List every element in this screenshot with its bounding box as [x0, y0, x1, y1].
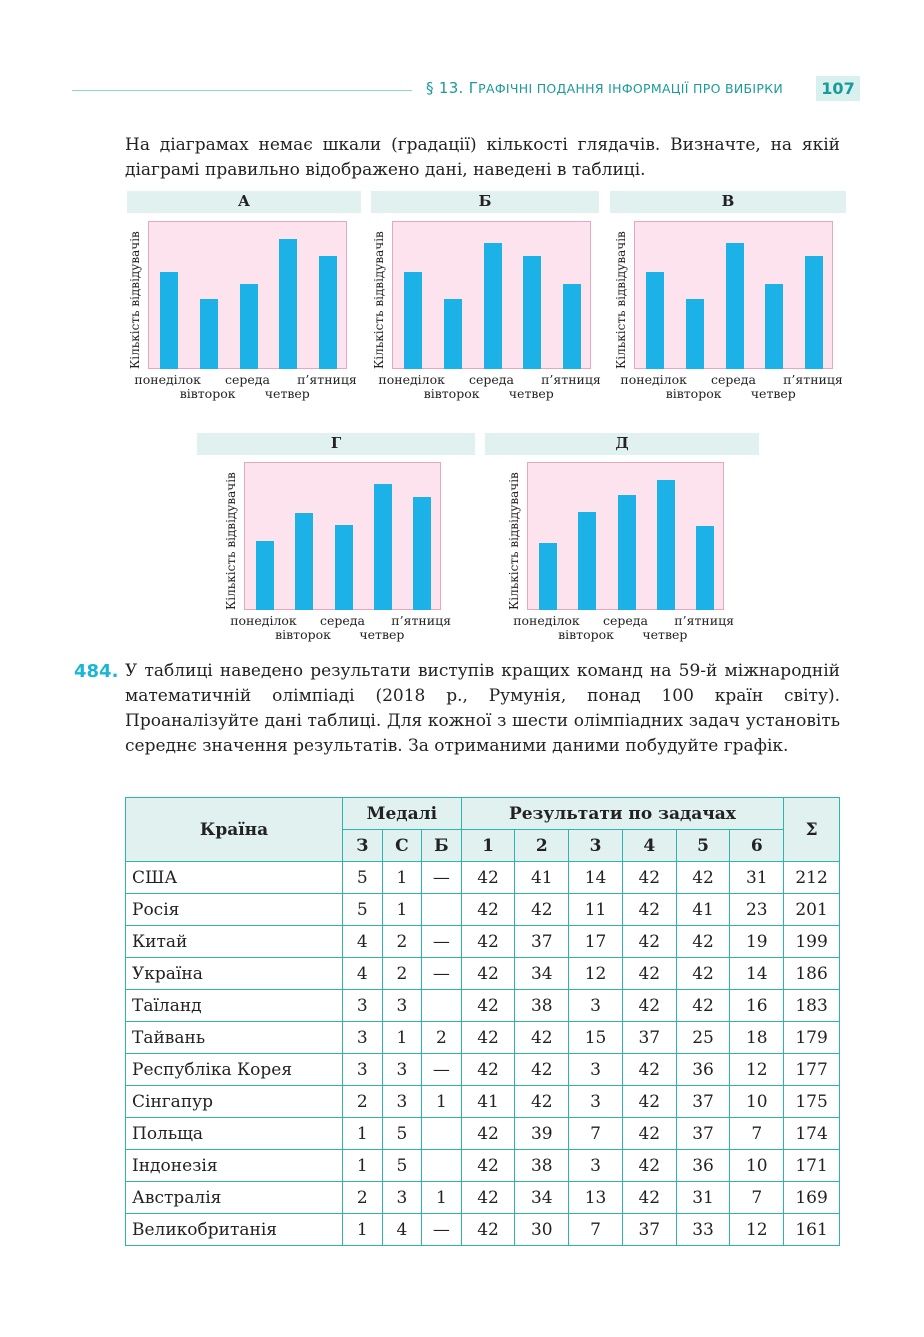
sum-cell: 179 [784, 1022, 840, 1054]
value-cell: 3 [343, 990, 383, 1022]
value-cell: 33 [676, 1214, 730, 1246]
results-table [125, 797, 840, 1246]
value-cell [422, 1118, 462, 1150]
value-cell: 42 [622, 1054, 676, 1086]
y-axis-label: Кількість відвідувачів [128, 231, 142, 369]
value-cell: 12 [569, 958, 623, 990]
sum-cell: 171 [784, 1150, 840, 1182]
x-tick-label: понеділок [134, 372, 201, 387]
section-number: § 13. [426, 79, 464, 97]
value-cell: 3 [382, 990, 422, 1022]
table-row [126, 862, 840, 894]
sum-cell: 201 [784, 894, 840, 926]
medal-col-header: З [343, 830, 383, 862]
bar-понеділок [404, 272, 422, 369]
x-tick-label: четвер [508, 386, 554, 401]
value-cell: 42 [622, 958, 676, 990]
value-cell: 42 [622, 990, 676, 1022]
value-cell: 31 [730, 862, 784, 894]
value-cell: 42 [461, 1022, 515, 1054]
bar-четвер [657, 480, 675, 610]
value-cell: 42 [461, 1214, 515, 1246]
x-tick-label: п’ятниця [297, 372, 357, 387]
value-cell: 5 [382, 1118, 422, 1150]
y-axis-label: Кількість відвідувачів [224, 472, 238, 610]
value-cell: 42 [622, 1150, 676, 1182]
sum-cell: 212 [784, 862, 840, 894]
value-cell: 13 [569, 1182, 623, 1214]
chart-plot-area [244, 462, 441, 610]
bar-п’ятниця [563, 284, 581, 369]
sum-cell: 174 [784, 1118, 840, 1150]
x-tick-label: четвер [264, 386, 310, 401]
value-cell: 36 [676, 1054, 730, 1086]
value-cell: 42 [461, 926, 515, 958]
x-tick-label: середа [711, 372, 756, 387]
x-tick-label: четвер [750, 386, 796, 401]
bar-четвер [765, 284, 783, 369]
value-cell: 10 [730, 1150, 784, 1182]
chart-plot-area [392, 221, 591, 369]
value-cell: 42 [515, 1022, 569, 1054]
value-cell: 3 [382, 1086, 422, 1118]
x-tick-label: четвер [642, 627, 688, 642]
value-cell: 16 [730, 990, 784, 1022]
value-cell: 42 [676, 926, 730, 958]
value-cell: 3 [343, 1054, 383, 1086]
x-tick-label: середа [469, 372, 514, 387]
value-cell: 31 [676, 1182, 730, 1214]
value-cell: 15 [569, 1022, 623, 1054]
value-cell: 42 [676, 862, 730, 894]
x-tick-label: понеділок [230, 613, 297, 628]
country-cell: США [126, 862, 343, 894]
value-cell: 2 [343, 1086, 383, 1118]
header-sum: Σ [784, 798, 840, 862]
x-tick-label: вівторок [665, 386, 722, 401]
value-cell: 42 [622, 1118, 676, 1150]
table-row [126, 1022, 840, 1054]
value-cell: 1 [382, 894, 422, 926]
chart-title: А [127, 191, 361, 213]
value-cell: 42 [461, 1182, 515, 1214]
country-cell: Сінгапур [126, 1086, 343, 1118]
bar-четвер [279, 239, 297, 369]
sum-cell: 175 [784, 1086, 840, 1118]
value-cell: 42 [461, 1150, 515, 1182]
value-cell: 41 [461, 1086, 515, 1118]
value-cell: 5 [343, 862, 383, 894]
value-cell: 5 [382, 1150, 422, 1182]
bar-понеділок [160, 272, 178, 369]
sum-cell: 186 [784, 958, 840, 990]
value-cell: 17 [569, 926, 623, 958]
value-cell: 42 [515, 894, 569, 926]
chart-plot-area [634, 221, 833, 369]
table-row [126, 1150, 840, 1182]
country-cell: Індонезія [126, 1150, 343, 1182]
value-cell: 42 [622, 926, 676, 958]
value-cell: 25 [676, 1022, 730, 1054]
country-cell: Великобританія [126, 1214, 343, 1246]
country-cell: Республіка Корея [126, 1054, 343, 1086]
sum-cell: 169 [784, 1182, 840, 1214]
value-cell: 30 [515, 1214, 569, 1246]
value-cell: 11 [569, 894, 623, 926]
value-cell: 1 [382, 1022, 422, 1054]
chart-title: Г [197, 433, 475, 455]
intro-paragraph: На діаграмах немає шкали (градації) кількості глядачів. Визначте, на якій діаграмі правильно відображено дані, наведені в таблиці. [125, 135, 840, 180]
value-cell: 42 [461, 894, 515, 926]
value-cell: 12 [730, 1214, 784, 1246]
bar-п’ятниця [319, 256, 337, 369]
bar-четвер [523, 256, 541, 369]
header-medals: Медалі [343, 798, 462, 830]
value-cell: 42 [461, 1054, 515, 1086]
value-cell: 1 [343, 1150, 383, 1182]
bar-середа [240, 284, 258, 369]
value-cell [422, 1150, 462, 1182]
header-rule [72, 90, 412, 91]
value-cell: 38 [515, 990, 569, 1022]
task-col-header: 5 [676, 830, 730, 862]
value-cell: 5 [343, 894, 383, 926]
task-number: 484. [74, 661, 119, 682]
task-text: У таблиці наведено результати виступів кращих команд на 59-й міжнародній математичній олімпіаді (2018 р., Румунія, понад 100 країн світу). Проаналізуйте дані таблиці. Для кожної з шести олімпіадних задач установіть середнє значення результатів. За отриманими даними побудуйте графік. [125, 661, 840, 756]
y-axis-label: Кількість відвідувачів [507, 472, 521, 610]
value-cell: 1 [343, 1118, 383, 1150]
value-cell: 4 [343, 926, 383, 958]
task-col-header: 2 [515, 830, 569, 862]
table-row [126, 1118, 840, 1150]
value-cell: 2 [382, 958, 422, 990]
value-cell: — [422, 926, 462, 958]
value-cell: 42 [622, 894, 676, 926]
running-header [426, 79, 783, 97]
bar-четвер [374, 484, 392, 610]
chart-plot-area [527, 462, 724, 610]
bar-понеділок [256, 541, 274, 610]
value-cell: 12 [730, 1054, 784, 1086]
value-cell: 37 [622, 1214, 676, 1246]
y-axis-label: Кількість відвідувачів [614, 231, 628, 369]
medal-col-header: Б [422, 830, 462, 862]
header-country: Країна [126, 798, 343, 862]
value-cell: 14 [569, 862, 623, 894]
value-cell: 3 [569, 1054, 623, 1086]
x-tick-label: понеділок [513, 613, 580, 628]
task-col-header: 3 [569, 830, 623, 862]
bar-середа [335, 525, 353, 610]
bar-середа [484, 243, 502, 369]
x-tick-label: середа [225, 372, 270, 387]
chart-title: В [610, 191, 846, 213]
bar-п’ятниця [413, 497, 431, 610]
table-row [126, 926, 840, 958]
value-cell: — [422, 1054, 462, 1086]
value-cell: 42 [676, 958, 730, 990]
value-cell: 7 [569, 1214, 623, 1246]
country-cell: Польща [126, 1118, 343, 1150]
sum-cell: 161 [784, 1214, 840, 1246]
value-cell: 7 [730, 1182, 784, 1214]
value-cell [422, 894, 462, 926]
country-cell: Китай [126, 926, 343, 958]
value-cell: 37 [622, 1022, 676, 1054]
table-row [126, 894, 840, 926]
value-cell: 42 [461, 1118, 515, 1150]
x-tick-label: п’ятниця [391, 613, 451, 628]
value-cell: 2 [422, 1022, 462, 1054]
section-title-initial: Г [468, 79, 479, 97]
medal-col-header: С [382, 830, 422, 862]
value-cell: 37 [676, 1086, 730, 1118]
bar-п’ятниця [805, 256, 823, 369]
country-cell: Таїланд [126, 990, 343, 1022]
country-cell: Австралія [126, 1182, 343, 1214]
bar-вівторок [686, 299, 704, 369]
value-cell: 7 [569, 1118, 623, 1150]
bar-вівторок [444, 299, 462, 369]
value-cell: 19 [730, 926, 784, 958]
x-tick-label: п’ятниця [783, 372, 843, 387]
x-tick-label: вівторок [558, 627, 614, 642]
table-row [126, 1086, 840, 1118]
table-row [126, 1182, 840, 1214]
value-cell: 42 [515, 1086, 569, 1118]
value-cell: 41 [676, 894, 730, 926]
sum-cell: 199 [784, 926, 840, 958]
bar-вівторок [200, 299, 218, 369]
table-row [126, 1054, 840, 1086]
x-tick-label: вівторок [275, 627, 331, 642]
value-cell: 42 [622, 862, 676, 894]
value-cell: — [422, 862, 462, 894]
task-col-header: 4 [622, 830, 676, 862]
value-cell: 42 [676, 990, 730, 1022]
value-cell: 42 [461, 958, 515, 990]
bar-п’ятниця [696, 526, 714, 610]
table-row [126, 1214, 840, 1246]
value-cell: 18 [730, 1022, 784, 1054]
value-cell: 37 [676, 1118, 730, 1150]
x-tick-label: середа [603, 613, 648, 628]
value-cell: 42 [461, 862, 515, 894]
value-cell: 2 [382, 926, 422, 958]
value-cell: 3 [343, 1022, 383, 1054]
value-cell: — [422, 1214, 462, 1246]
value-cell: 36 [676, 1150, 730, 1182]
value-cell: 42 [622, 1086, 676, 1118]
value-cell: 1 [343, 1214, 383, 1246]
section-title-rest: РАФІЧНІ ПОДАННЯ ІНФОРМАЦІЇ ПРО ВИБІРКИ [478, 81, 784, 96]
bar-понеділок [539, 543, 557, 610]
x-tick-label: понеділок [620, 372, 687, 387]
country-cell: Тайвань [126, 1022, 343, 1054]
value-cell: 7 [730, 1118, 784, 1150]
value-cell: 4 [382, 1214, 422, 1246]
page-number: 107 [816, 76, 860, 101]
x-tick-label: вівторок [179, 386, 236, 401]
bar-вівторок [578, 512, 596, 610]
value-cell: 3 [382, 1054, 422, 1086]
bar-понеділок [646, 272, 664, 369]
value-cell: 34 [515, 958, 569, 990]
sum-cell: 177 [784, 1054, 840, 1086]
x-tick-label: середа [320, 613, 365, 628]
bar-середа [726, 243, 744, 369]
value-cell: 3 [382, 1182, 422, 1214]
bar-вівторок [295, 513, 313, 610]
value-cell: 3 [569, 1086, 623, 1118]
value-cell: 2 [343, 1182, 383, 1214]
value-cell: 1 [382, 862, 422, 894]
value-cell: — [422, 958, 462, 990]
chart-title: Б [371, 191, 599, 213]
value-cell: 10 [730, 1086, 784, 1118]
value-cell: 42 [622, 1182, 676, 1214]
table-row [126, 990, 840, 1022]
country-cell: Росія [126, 894, 343, 926]
value-cell: 4 [343, 958, 383, 990]
value-cell: 38 [515, 1150, 569, 1182]
value-cell: 3 [569, 990, 623, 1022]
value-cell: 42 [461, 990, 515, 1022]
value-cell: 1 [422, 1086, 462, 1118]
x-tick-label: п’ятниця [674, 613, 734, 628]
task-col-header: 6 [730, 830, 784, 862]
value-cell: 3 [569, 1150, 623, 1182]
value-cell: 14 [730, 958, 784, 990]
chart-plot-area [148, 221, 347, 369]
value-cell: 41 [515, 862, 569, 894]
x-tick-label: п’ятниця [541, 372, 601, 387]
value-cell: 23 [730, 894, 784, 926]
sum-cell: 183 [784, 990, 840, 1022]
value-cell: 1 [422, 1182, 462, 1214]
task-col-header: 1 [461, 830, 515, 862]
x-tick-label: понеділок [378, 372, 445, 387]
value-cell: 37 [515, 926, 569, 958]
x-tick-label: четвер [359, 627, 405, 642]
value-cell [422, 990, 462, 1022]
bar-середа [618, 495, 636, 610]
country-cell: Україна [126, 958, 343, 990]
value-cell: 39 [515, 1118, 569, 1150]
x-tick-label: вівторок [423, 386, 480, 401]
chart-title: Д [485, 433, 759, 455]
header-results: Результати по задачах [461, 798, 784, 830]
y-axis-label: Кількість відвідувачів [372, 231, 386, 369]
table-row [126, 958, 840, 990]
value-cell: 42 [515, 1054, 569, 1086]
value-cell: 34 [515, 1182, 569, 1214]
